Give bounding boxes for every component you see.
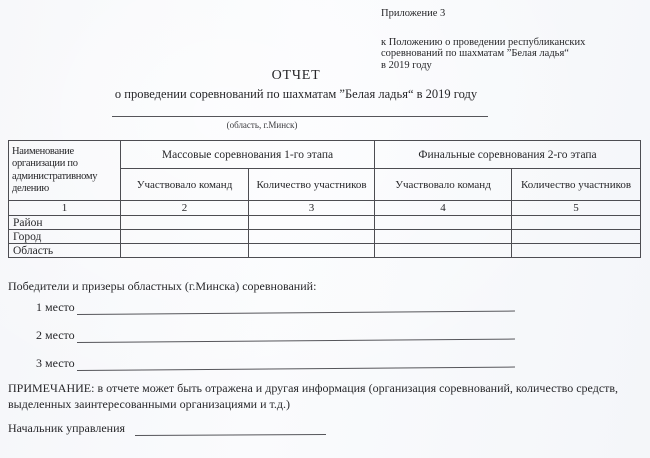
appendix-reference-line: в 2019 году [381,59,432,71]
appendix-block [381,8,585,71]
appendix-reference-line: к Положению о проведении республиканских [381,36,586,48]
table-group-header-row [9,141,641,169]
table-row-raion [9,216,641,230]
row-label: Область [9,244,121,258]
report-table [8,140,641,258]
subheader-participants-stage2: Количество участников [512,169,641,201]
place-fill-line [77,325,515,343]
appendix-number: Приложение 3 [381,8,446,19]
place-label: 3 место [36,356,75,370]
org-column-header: Наименование организации по административному делению [9,141,121,201]
empty-cell [121,244,249,258]
place-fill-line [77,297,515,315]
signature-label: Начальник управления [8,421,126,435]
empty-cell [512,244,641,258]
empty-cell [121,216,249,230]
region-fill-line [112,116,488,117]
empty-cell [249,216,375,230]
report-title: ОТЧЕТ [271,68,321,83]
empty-cell [375,244,512,258]
place-row-2 [36,328,515,343]
column-number: 4 [375,201,512,216]
place-label: 1 место [36,300,75,314]
place-row-3 [36,356,515,371]
empty-cell [249,230,375,244]
place-label: 2 место [36,328,75,342]
signature-fill-line [135,420,326,436]
empty-cell [375,216,512,230]
region-note: (область, г.Минск) [226,120,298,130]
subheader-teams-stage2: Участвовало команд [375,169,512,201]
table-row-oblast [9,244,641,258]
table-column-number-row [9,201,641,216]
empty-cell [512,230,641,244]
subheader-teams-stage1: Участвовало команд [121,169,249,201]
empty-cell [121,230,249,244]
stage2-group-header: Финальные соревнования 2-го этапа [375,141,641,169]
table-row-gorod [9,230,641,244]
empty-cell [249,244,375,258]
signature-row [8,421,326,436]
report-subtitle: о проведении соревнований по шахматам ”Белая ладья“ в 2019 году [114,87,478,101]
row-label: Район [9,216,121,230]
stage1-group-header: Массовые соревнования 1-го этапа [121,141,375,169]
winners-heading: Победители и призеры областных (г.Минска) соревнований: [8,279,317,293]
empty-cell [375,230,512,244]
appendix-reference-line: соревнований по шахматам ”Белая ладья“ [381,48,569,59]
empty-cell [512,216,641,230]
column-number: 1 [9,201,121,216]
note-paragraph: ПРИМЕЧАНИЕ: в отчете может быть отражена и другая информация (организация соревнований, количество средств, выделенных заинтересованными организациями и т.д.) [8,381,619,411]
row-label: Город [9,230,121,244]
place-row-1 [36,300,515,315]
column-number: 5 [512,201,641,216]
column-number: 2 [121,201,249,216]
subheader-participants-stage1: Количество участников [249,169,375,201]
column-number: 3 [249,201,375,216]
place-fill-line [77,353,515,371]
